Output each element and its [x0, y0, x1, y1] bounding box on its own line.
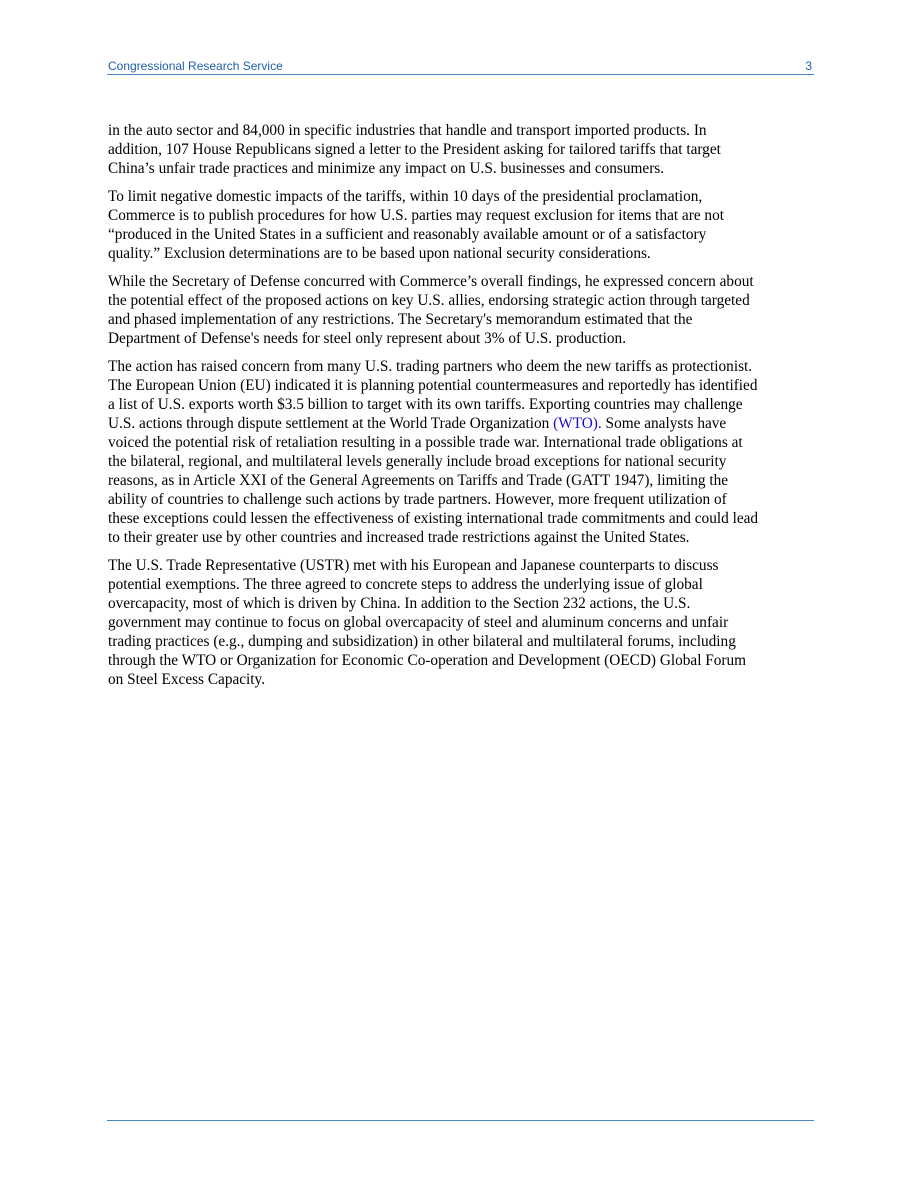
text-line: government may continue to focus on global overcapacity of steel and aluminum concerns and unfair	[108, 614, 729, 631]
text-line: Department of Defense's needs for steel only represent about 3% of U.S. production.	[108, 330, 627, 347]
text-line: the potential effect of the proposed actions on key U.S. allies, endorsing strategic action through targeted	[108, 292, 750, 309]
text-line: the bilateral, regional, and multilateral levels generally include broad exceptions for national security	[108, 453, 727, 470]
text-line: overcapacity, most of which is driven by China. In addition to the Section 232 actions, the U.S.	[108, 595, 691, 612]
header-source: Congressional Research Service	[108, 59, 283, 73]
text-line: to their greater use by other countries and increased trade restrictions against the United States.	[108, 529, 690, 546]
text-line: China’s unfair trade practices and minimize any impact on U.S. businesses and consumers.	[108, 160, 665, 177]
text-line: voiced the potential risk of retaliation resulting in a possible trade war. International trade obligations at	[108, 434, 743, 451]
text-line: ability of countries to challenge such actions by trade partners. However, more frequent utilization of	[108, 491, 727, 508]
footer-rule	[107, 1120, 814, 1121]
text-line: “produced in the United States in a sufficient and reasonably available amount or of a satisfactory	[108, 226, 707, 243]
text-segment: Some analysts have	[601, 415, 727, 432]
text-line-with-link	[108, 414, 814, 433]
text-line: The U.S. Trade Representative (USTR) met with his European and Japanese counterparts to discuss	[108, 557, 719, 574]
text-line: reasons, as in Article XXI of the General Agreements on Tariffs and Trade (GATT 1947), limiting the	[108, 472, 729, 489]
text-line: The action has raised concern from many U.S. trading partners who deem the new tariffs as protectionist.	[108, 358, 753, 375]
text-line: While the Secretary of Defense concurred with Commerce’s overall findings, he expressed concern about	[108, 273, 754, 290]
text-line: potential exemptions. The three agreed to concrete steps to address the underlying issue of global	[108, 576, 703, 593]
paragraph-4	[108, 357, 814, 547]
wto-link[interactable]: (WTO).	[553, 415, 602, 432]
paragraph-1	[108, 121, 814, 178]
text-line: To limit negative domestic impacts of the tariffs, within 10 days of the presidential proclamation,	[108, 188, 703, 205]
text-line: through the WTO or Organization for Economic Co-operation and Development (OECD) Global Forum	[108, 652, 747, 669]
text-line: a list of U.S. exports worth $3.5 billion to target with its own tariffs. Exporting countries may challenge	[108, 396, 743, 413]
text-line: quality.” Exclusion determinations are to be based upon national security considerations.	[108, 245, 651, 262]
paragraph-3	[108, 272, 814, 348]
text-line: addition, 107 House Republicans signed a letter to the President asking for tailored tariffs that target	[108, 141, 721, 158]
text-line: in the auto sector and 84,000 in specific industries that handle and transport imported products. In	[108, 122, 707, 139]
paragraph-5	[108, 556, 814, 689]
text-segment: U.S. actions through dispute settlement at the World Trade Organization	[108, 415, 554, 432]
page-number: 3	[805, 59, 812, 73]
text-line: trading practices (e.g., dumping and subsidization) in other bilateral and multilateral forums, including	[108, 633, 736, 650]
paragraph-2	[108, 187, 814, 263]
body-text	[108, 121, 814, 698]
page-header	[107, 58, 814, 75]
text-line: The European Union (EU) indicated it is planning potential countermeasures and reportedly has identified	[108, 377, 758, 394]
text-line: and phased implementation of any restrictions. The Secretary's memorandum estimated that the	[108, 311, 693, 328]
text-line: on Steel Excess Capacity.	[108, 671, 266, 688]
text-line: Commerce is to publish procedures for how U.S. parties may request exclusion for items that are not	[108, 207, 724, 224]
text-line: these exceptions could lessen the effectiveness of existing international trade commitments and could lead	[108, 510, 759, 527]
